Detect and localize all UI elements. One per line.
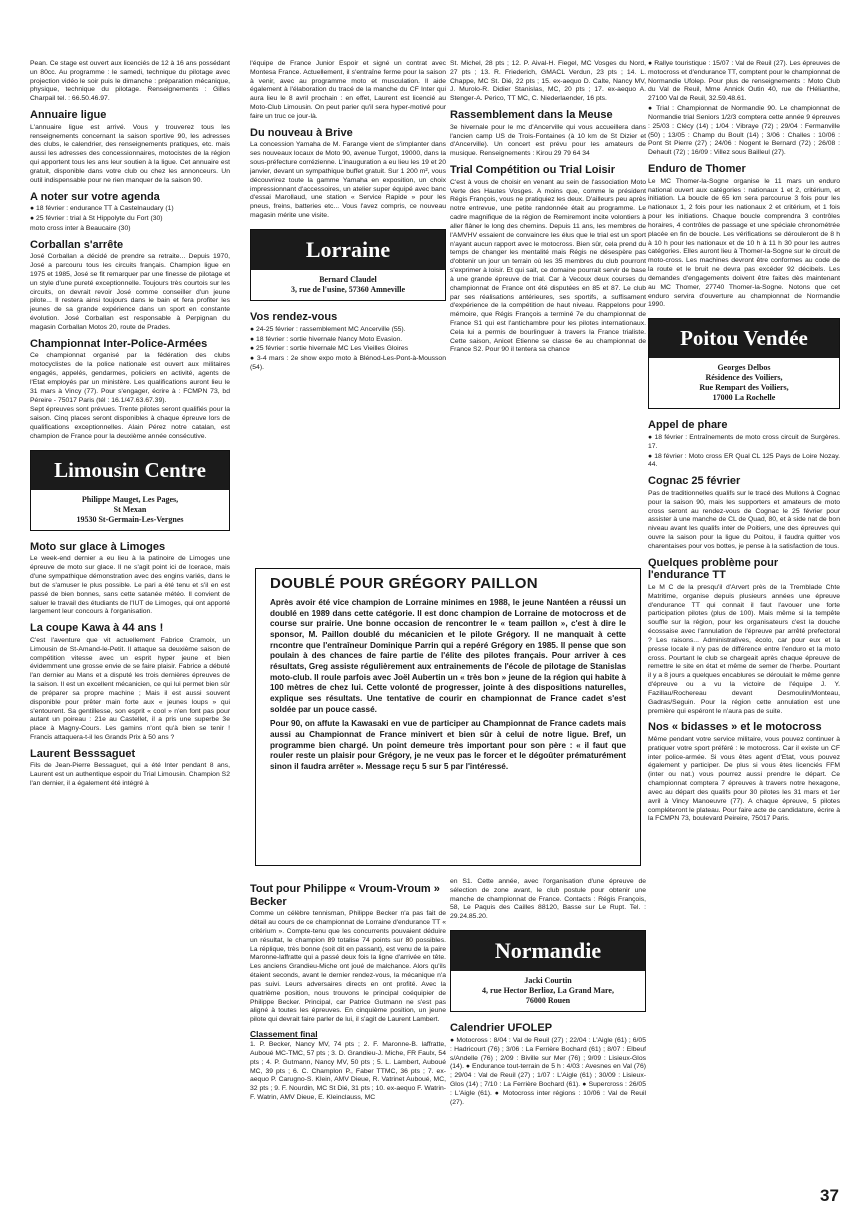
region-title: Limousin Centre bbox=[31, 451, 229, 490]
paragraph: Le MC Thomer-la-Sogne organise le 11 mars un enduro national ouvert aux catégories : nationaux 1 et 2, critérium, et initiation. La boucle de 65 km sera parcourue 3 fois pour les nationaux 1, 2 fois pour les nationaux 2 et critérium, et 1 fois pour les initiations. Chaque boucle comprendra 3 contrôles horaires, 4 contrôles de passage et une spéciale chronométrée placée en fin de boucle. Les vérifications se dérouleront de 8 h à 10 h pour les nationaux et de 10 h à 11 h 30 pour les autres catégories. Elles auront lieu à Thomer-la-Sogne sur le circuit de moto-cross. Les machines devront être conformes au code de la route et le bruit ne devra pas excéder 92 décibels. Les demandes d'engagements doivent être faites dès maintenant au MC Thomer, 27740 Thomer-la-Sogne. Notons que cet enduro servira d'ouverture au championnat de Normandie 1990. bbox=[648, 177, 840, 309]
column-1 bbox=[30, 60, 230, 1210]
paragraph: en S1. Cette année, avec l'organisation d'une épreuve de sélection de zone avant, le club postule pour obtenir une manche de championnat de France. Contacts : Régis François, 58, Le Paquis des Cailles 88120, Basse sur Le Rupt. Tel. : 29.24.85.20. bbox=[450, 878, 646, 921]
paragraph: Sept épreuves sont prévues. Trente pilotes seront qualifiés pour la saison. Cinq places seront disponibles à chaque épreuve lors de qualifications exceptionnelles. Alain Pérez notre catalan, est champion de France pour la deuxième année consécutive. bbox=[30, 406, 230, 440]
column-2-bottom bbox=[250, 878, 446, 1198]
paragraph: Le week-end dernier a eu lieu à la patinoire de Limoges une épreuve de moto sur glace. Il ne s'agit point ici de Icerace, mais d'une sympathique démonstration avec des engins variés, dans le but de s'amuser le plus possible. Le pari a été tenu et s'il en est passé de bien bonnes, sans cette satanée météo. Il convient de saluer le travail des étudiants de l'IUT de Limoges, qui ont apporté largement leur concours à l'organisation. bbox=[30, 555, 230, 616]
heading: Enduro de Thomer bbox=[648, 163, 746, 176]
paragraph: Comme un célèbre tennisman, Philippe Becker n'a pas fait de détail au cours de ce championnat de Lorraine d'endurance TT « critérium ». Compte-tenu que les concurrents pouvaient déduire un résultat, le champion 89 totalise 74 points sur 80 possibles. La réplique, très bonne (soit dit en passant), est venu de la paire Maronne-laffratte qui a passé deux fois la ligne d'arrivée en tête. Les anciens Grandieu-Miche ont joué de malchance. Alors qu'ils étaient seconds, avant le dernier rendez-vous, la mécanique n'a pas suivi. Leurs adversaires directs en ont profité. Avec la quatrième position, nous trouvons le principal coéquipier de Philippe Becker. Principal, car Patrice Gutmann ne s'est pas aligné à toutes les épreuves. En cinquième position, un jeune pilote qui devrait faire parler de lui, il s'agit de Laurent Lambert. bbox=[250, 910, 446, 1024]
heading: Calendrier UFOLEP bbox=[450, 1022, 553, 1035]
paragraph: Pas de traditionnelles qualifs sur le tracé des Mullons à Cognac pour la saison 90, mais les supporters et amateurs de moto cross seront au rendez-vous de Cognac le 25 février pour assister à une manche de CL de Quad, 80, et à side nat de bon niveau avant les qualifs inter de Poitiers, une des épreuves qui ouvre la saison pour la ligue du Poitou, il faudra quitter vos charentaises pour vos bottes, je pense à la satisfaction de tous. bbox=[648, 489, 840, 550]
region-box-poitou bbox=[648, 318, 840, 409]
address-line: Jacki Courtin bbox=[524, 976, 572, 986]
paragraph: St. Michel, 28 pts ; 12. P. Aival-H. Fiegel, MC Vosges du Nord, 27 pts ; 13. R. Friederich, GMACL Verdun, 23 pts ; 14. L. Chappe, MC St. Dié, 22 pts ; 15. ex-aequo D. Calte, Nancy MV, J. Murolo-R. Didier Stanislas, MC, 20 pts ; 17. ex-aequo A. Stenger-A. Perico, TT MC, C. Niederlaender, 16 pts. bbox=[450, 60, 646, 103]
feature-article bbox=[255, 568, 641, 866]
paragraph: C'est l'aventure que vit actuellement Fabrice Cramoix, un Limousin de St-Amand-le-Petit. Il attaque sa deuxième saison de compétition vitesse avec un esprit hyper jeune et bien évidemment une grosse envie de se faire plaisir. Fabrice a débuté l'an dernier au Mans et a disputé les trois dernières épreuves de la saison. Il est un excellent mécanicien, ce qui lui permet bien sûr de préparer sa propre machine ; Mais il est aussi souvent disponible pour prêter main forte aux « jeunes loups » qui s'entourent. Sa gentillesse, son esprit « cool » n'en font pas pour autant un poireau : 21e au Castellet, il a pris une superbe 3e place à Magny-Cours. Les gamins n'ont qu'à bien se tenir ! Francis attaquera-t-il les Grands Prix à 50 ans ? bbox=[30, 636, 230, 741]
paragraph: Fils de Jean-Pierre Bessaguet, qui a été Inter pendant 8 ans, Laurent est un authentique espoir du Trial Limousin. Champion S2 l'an dernier, il a également été intégré à bbox=[30, 762, 230, 788]
paragraph: L'annuaire ligue est arrivé. Vous y trouverez tous les renseignements concernant la saison sportive 90, les adresses des clubs, le calendrier, des renseignements pratiques, etc. mais aussi les adresses des concessionnaires, motocistes de la région qui apportent tous les ans leur soutien à la ligue. Cet annuaire est gratuit, disponible dans votre club ou chez les annonceurs. Un outil indispensable pour ne rien manquer de la saison 90. bbox=[30, 123, 230, 184]
list-item: ● 24-25 février : rassemblement MC Ancerville (55). bbox=[250, 325, 406, 333]
list-item: ● 3-4 mars : 2e show expo moto à Blénod-Les-Pont-à-Mousson (54). bbox=[250, 355, 446, 372]
paragraph: ● Rallye touristique : 15/07 : Val de Reuil (27). Les épreuves de motocross et d'endurance TT, comptent pour le championnat de Normandie Ufolep. Pour plus de renseignements : Moto Club du Val de Reuil, Mme Annick Outin 40, rue de l'Hélianthe, 27100 Val de Reuil, 32.59.48.61. bbox=[648, 60, 840, 103]
heading: Tout pour Philippe « Vroum-Vroum » Becker bbox=[250, 883, 440, 908]
address-line: Georges Delbos bbox=[717, 363, 771, 373]
heading: Championnat Inter-Police-Armées bbox=[30, 337, 208, 350]
heading: Du nouveau à Brive bbox=[250, 126, 353, 139]
region-box-lorraine bbox=[250, 229, 446, 301]
list-item: moto cross inter à Beaucaire (30) bbox=[30, 224, 131, 232]
heading: Cognac 25 février bbox=[648, 475, 741, 488]
paragraph: ● Trial : Championnat de Normandie 90. Le championnat de Normandie trial Seniors 1/2/3 comptera cette année 9 épreuves : 25/03 : Clécy (14) ; 1/04 : Vibraye (72) ; 29/04 : Fermanville (50) ; 13/05 : Champ du Boult (14) ; 3/06 : Challes : 10/06 : Pont St Pierre (27) ; 24/06 : Nogent le Bernard (72) ; 26/08 : Dehault (72) ; 16/09 : Villez sous Bailleul (27). bbox=[648, 105, 840, 157]
paragraph: l'équipe de France Junior Espoir et signé un contrat avec Montesa France. Actuellement, il s'entraîne ferme pour la saison à venir, avec au programme moto et musculation. Il aide également à l'élaboration du tracé de la manche du CF Inter qui aura lieu le 8 avril prochain : en effet, Laurent est licencié au Moto-Club Limousin. On peut parier qu'il sera hyper-motivé pour faire un truc ce jour-là. bbox=[250, 60, 446, 120]
address-line: 76000 Rouen bbox=[525, 996, 571, 1006]
column-4 bbox=[648, 60, 840, 1188]
heading: Moto sur glace à Limoges bbox=[30, 540, 166, 553]
address-line: Rue Rempart des Voiliers, bbox=[699, 383, 789, 393]
address-line: 3, rue de l'usine, 57360 Amneville bbox=[291, 285, 405, 295]
region-title: Lorraine bbox=[251, 230, 445, 270]
list-item: ● 18 février : sortie hivernale Nancy Moto Evasion. bbox=[250, 335, 403, 343]
region-box-normandie bbox=[450, 930, 646, 1012]
heading: A noter sur votre agenda bbox=[30, 190, 160, 203]
address-line: Philippe Mauget, Les Pages, bbox=[81, 494, 179, 504]
heading: Corballan s'arrête bbox=[30, 238, 124, 251]
paragraph: La concession Yamaha de M. Farange vient de s'implanter dans ses nouveaux locaux de Moto 90, avenue Turgot, 19000, dans la sous-préfecture corrézienne. L'inauguration a eu lieu les 19 et 20 janvier, devant un sympathique buffet gratuit. Sur 1 200 m², vous découvrirez toute la gamme Yamaha en exposition, un choix impressionnant d'accessoires, un atelier super équipé avec banc d'essai Marollaud, une station « Service Rapide » pour les pneus, freins, batteries etc... Vous l'avez compris, ce nouveau magasin mérite une visite. bbox=[250, 141, 446, 220]
column-3-top bbox=[450, 60, 646, 560]
page-number: 37 bbox=[820, 1186, 839, 1205]
column-2-top bbox=[250, 60, 446, 560]
region-box-limousin bbox=[30, 450, 230, 531]
list-item: ● 18 février : Entraînements de moto cross circuit de Surgères. 17. bbox=[648, 433, 840, 450]
subheading: Classement final bbox=[250, 1029, 318, 1040]
heading: Vos rendez-vous bbox=[250, 311, 338, 324]
list-item: ● 18 février : Moto cross ER Qual CL 125 Pays de Loire Nozay. 44. bbox=[648, 452, 840, 469]
region-address bbox=[451, 971, 645, 1011]
heading: Laurent Besssaguet bbox=[30, 747, 136, 760]
paragraph: Ce championnat organisé par la fédération des clubs motocyclistes de la police nationale est ouvert aux militaires engagés, appelés, gendarmes, policiers en activité, agents de l'Etat employés par un ministère. Les qualifications auront lieu le 31 mars à Vincy (77). Pour s'engager, écrire à : FCMPN 73, bd Péreire - 75017 Paris (tél : 16.1/47.63.67.39). bbox=[30, 352, 230, 404]
paragraph: C'est à vous de choisir en venant au sein de l'association Moto Verte des Hautes Vosges. A moins que, comme le président Régis François, vous ne pratiquiez les deux. D'ailleurs peu après notre entrevue, une petite randonnée était au programme. Le cadre magnifique de la région de Remiremont incite volontiers à aller flâner le long des chemins. Depuis 11 ans, les membres de l'AMVHV essaient de convaincre les élus que le trial est un sport n'ayant aucun rapport avec le motocross. Bien sûr, cela prend du temps de changer les mentalité mais Régis ne désespère pas d'obtenir un jour un terrain où les 35 membres du club pourront s'exprimer à loisir. Et qui sait, ce domaine pourrait servir de base à une grande épreuve de trial. Car à Vecoux deux courses du championnat de France ont été disputées en 85 et 87. Le club par ses réalisations antérieures, ses sportifs, a suffisament d'expérience de la compétition de haut niveau. Rappelons pour mémoire, que Régis François a terminé 7e du championnat de France S1 qui est l'antichambre pour les pilotes internationaux. Cela lui a permis de bourlinguer à travers la France trialiste. Cette saison, Anicet Etienne se classe 6e au championnat de France S2. Pour 90 il tentera sa chance bbox=[450, 178, 646, 354]
heading: Appel de phare bbox=[648, 419, 728, 432]
column-3-bottom bbox=[450, 878, 646, 1198]
paragraph: José Corballan a décidé de prendre sa retraite... Depuis 1970, José a parcouru tous les circuits français. Champion ligue en 1975 et 1985, José se fit remarquer par une finesse de pilotage et un style d'une pureté exceptionnelle. Toujours très courtois sur les circuits, on devrait revoir José comme conseiller d'un jeune pilote... Il restera ainsi toujours dans le bain et fera profiter les jeunes de sa grande expérience dans un sport en constante évolution. José Corballan est responsable à Perpignan du magasin Corballan Motos 20, route de Prades. bbox=[30, 253, 230, 331]
heading: Nos « bidasses » et le motocross bbox=[648, 721, 822, 734]
address-line: Bernard Claudel bbox=[319, 275, 377, 285]
feature-paragraph: Après avoir été vice champion de Lorraine minimes en 1988, le jeune Nantéen a réussi un doublé en 1989 dans cette catégorie. Il est donc champion de Lorraine de motocross et de course sur prairie. Une bonne occasion de rencontrer le « team paillon », c'est à dire le sponsor, M. Paillon doublé du mécanicien et le pilote Grégory. Il ne manquait à cette rncontre que l'entraîneur Dominique Parrin qui a repéré Grégory en 1985. Il pense que son poulain à des chances de faire partie de l'élite des pilotes français. Pour arriver à ces résultats, Greg assiste régulièrement aux entrainements de l'école de pilotage de Stanislas moto-club. Il roule parfois avec Joël Aubertin un « très bon » jeune de la région qui habite à 100 mètres de chez lui. Cette volonté de progresser, jointe à des dispositions naturelles, explique ses résultats. Une tentative de courir en championnat de France cadet s'est soldée par un pouce cassé. bbox=[270, 598, 626, 714]
paragraph: Le M C de la presqu'il d'Arvert près de la Tremblade Chte Matritime, organise depuis plusieurs années une épreuve d'endurance TT qui connait il faut l'avouer une forte participation pilotes (plus de 100). Mais même si la tempête souffle sur la région, pour les organisateurs c'est la douche écossaise avec l'annulation de l'épreuve par arrêté prefectoral ? Les raisons... Administratives, écolo, car pour eux et la presse locale il n'y pas de différence entre l'enduro et la moto cross. Pourtant le club se chargeait après chaque épreuve de remettre le site en état et même de semer de l'herbe. Pourtant il y a 8 jours a quelques encablures se déroulait le même genre d'épreuve ou a vu la victoire de l'équipe J. Y. Fazillau/Rochereau devant Desmoulin/Monteau, Gadras/Seguin. Pour la région cette annulation est une première qui espéront le n'aura pas de suite. bbox=[648, 583, 840, 715]
heading: Trial Compétition ou Trial Loisir bbox=[450, 164, 616, 177]
paragraph: Même pendant votre service militaire, vous pouvez continuer à pratiquer votre sport préféré : le motocross. Car il existe un CF inter police-armée. Si vous êtes agent d'Etat, vous pouvez également y participer. De plus si vous êtes licenciés FFM (inter ou nat.) vous pourrez aussi prendre le départ. Ce championnat comptera 7 épreuves à travers notre hexagone, avec au départ des qualifs pour 30 pilotes les 31 mars et 1er avril à Vincy Manoeuvre (77). A chaque épreuve, 5 pilotes compléteront le plateau. Pour faire acte de candidature, écrire à la FCMPN 73, boulevard Peireire, 75017 Paris. bbox=[648, 736, 840, 823]
paragraph: ● Motocross : 8/04 : Val de Reuil (27) ; 22/04 : L'Aigle (61) ; 6/05 : Hadricourt (76) ; 3/06 : La Ferrière Bochard (61) ; 8/07 : Elbeuf s/Andelle (76) ; 2/09 : Biville sur Mer (76) ; 9/09 : Lisieux-Glos (14). ● Endurance tout-terrain de 5 h : 4/03 : Avesnes en Val (76) ; 29/04 : Val de Reuil (27) ; 1/07 : L'Aigle (61) ; 30/09 : Lisieux-Glos (14) ; 7/10 : La Ferrière Bochard (61). ● Supercross : 26/05 : L'Aigle (61). ● Motocross inter régions : 10/06 : Val de Reuil (27). bbox=[450, 1036, 646, 1106]
address-line: Résidence des Voiliers, bbox=[705, 373, 783, 383]
paragraph: 3e hivernale pour le mc d'Ancerville qui vous accueillera dans l'ancien camp US de Trois-Fontaines (à 10 km de St Dizier et d'Ancerville). Un concert est prévu pour les amateurs de musique. Renseignements : Kirou 29 79 64 34 bbox=[450, 123, 646, 158]
region-address bbox=[31, 490, 229, 530]
list-item: ● 18 février : endurance TT à Castelnaudary (1) bbox=[30, 205, 174, 213]
region-address bbox=[251, 270, 445, 300]
region-title: Normandie bbox=[451, 931, 645, 971]
address-line: St Mexan bbox=[113, 504, 147, 514]
list-item: ● 25 février : sortie hivernale MC Les Vieilles Gloires bbox=[250, 345, 409, 353]
paragraph: 1. P. Becker, Nancy MV, 74 pts ; 2. F. Maronne-B. laffratte, Auboué MC-TMC, 57 pts ; 3. D. Grandieu-J. Miche, FR Faulx, 54 pts ; 4. P. Gutmann, Nancy MV, 50 pts ; 5. L. Lambert, Auboué MC, 39 pts ; 6. C. Champlon P., Faber TTMC, 36 pts ; 7. ex-aequo P. Carugno-S. Klein, AMV Dieue, R. Vatrinet Auboué, MC, 32 pts ; 9. F. Nourdin, MC St Dié, 31 pts ; 10. ex-aequo F. Watrin-F. Watrin, AMV Dieue, E. Kleinclauss, MC bbox=[250, 1041, 446, 1102]
paragraph: Pean. Ce stage est ouvert aux licenciés de 12 à 16 ans possédant un 80cc. Au programme : le samedi, technique du pilotage avec projection vidéo le soir puis le dimanche : préparation mécanique, physique, technique du pilotage. Renseignements : Gilles Charpail tel. : 66.50.46.97. bbox=[30, 60, 230, 103]
heading: La coupe Kawa à 44 ans ! bbox=[30, 622, 164, 635]
heading: Annuaire ligue bbox=[30, 109, 107, 122]
heading: Quelques problème pour l'endurance TT bbox=[648, 556, 779, 582]
region-title: Poitou Vendée bbox=[649, 319, 839, 358]
heading: Rassemblement dans la Meuse bbox=[450, 109, 613, 122]
region-address bbox=[649, 358, 839, 408]
address-line: 19530 St-Germain-Les-Vergnes bbox=[76, 514, 184, 524]
feature-paragraph: Pour 90, on affute la Kawasaki en vue de participer au Championnat de France cadets mais aussi au Championnat de France minivert et bien sûr à celui de notre ligue. Bref, un programme bien chargé. Un point demeure très important pour son père : « il faut que rouler reste un plaisir pour Grégory, je ne veux pas le forcer et le dégoûter prématurément sinon il faudra arrêter ». Message reçu 5 sur 5 par l'intéressé. bbox=[270, 719, 626, 771]
list-item: ● 25 février : trial à St Hippolyte du Fort (30) bbox=[30, 215, 163, 223]
address-line: 4, rue Hector Berlioz, La Grand Mare, bbox=[482, 986, 614, 996]
feature-title: DOUBLÉ POUR GRÉGORY PAILLON bbox=[270, 575, 538, 592]
address-line: 17000 La Rochelle bbox=[712, 393, 776, 403]
